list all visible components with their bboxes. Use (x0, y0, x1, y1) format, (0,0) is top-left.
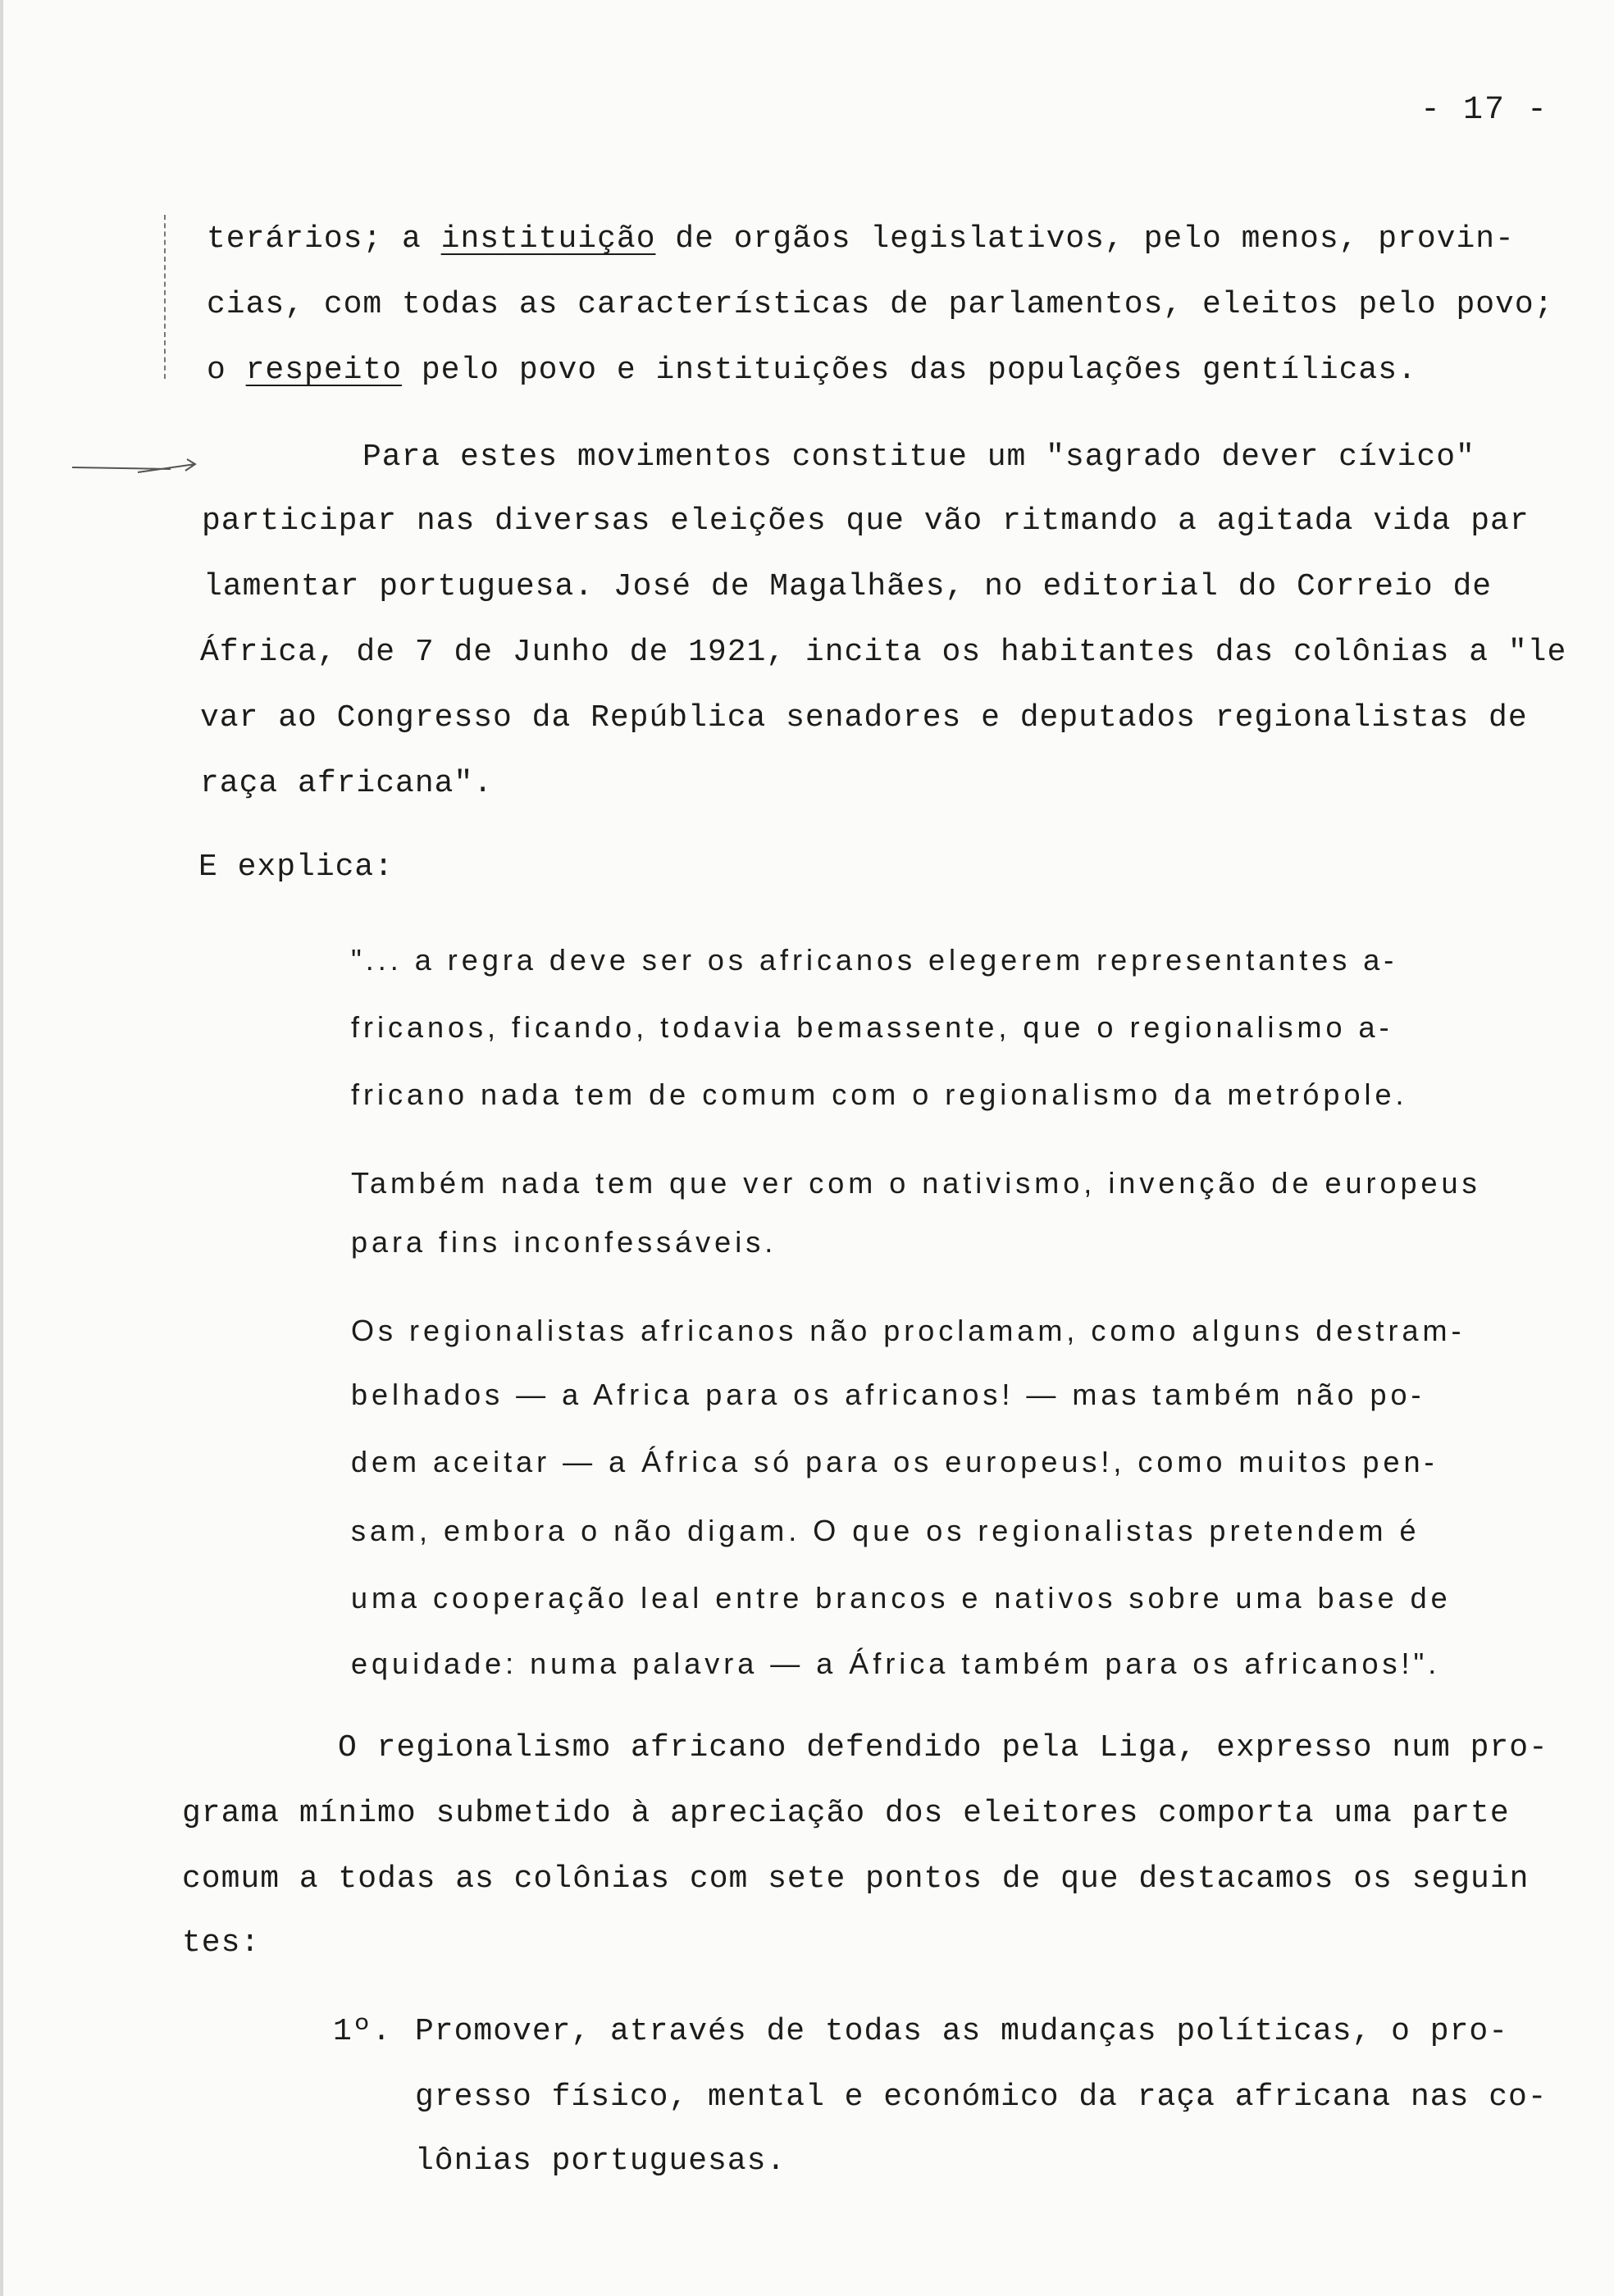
explica-line: E explica: (198, 850, 394, 885)
quote-line-6: Os regionalistas africanos não proclamam, como alguns destram- (351, 1314, 1466, 1347)
margin-arrow-icon (72, 458, 220, 499)
p3-line-4: tes: (182, 1925, 261, 1961)
p2-line-6: raça africana". (200, 766, 494, 801)
page-number: - 17 - (1420, 92, 1548, 129)
p1-line-1: terários; a instituição de orgãos legislativos, pelo menos, provin- (207, 221, 1515, 257)
p2-line-2: participar nas diversas eleições que vão ritmando a agitada vida par (202, 503, 1530, 539)
quote-line-10: uma cooperação leal entre brancos e nativos sobre uma base de (351, 1581, 1452, 1615)
quote-line-8: dem aceitar — a África só para os europeus!, como muitos pen- (351, 1445, 1438, 1478)
quote-line-7: belhados — a Africa para os africanos! — mas também não po- (351, 1378, 1425, 1411)
item-1-line-1: Promover, através de todas as mudanças políticas, o pro- (415, 2014, 1509, 2049)
p2-line-4: África, de 7 de Junho de 1921, incita os habitantes das colônias a "le (200, 635, 1567, 670)
p1-line-3: o respeito pelo povo e instituições das populações gentílicas. (207, 353, 1417, 388)
margin-mark-bar (164, 215, 166, 379)
quote-line-4: Também nada tem que ver com o nativismo, invenção de europeus (351, 1166, 1481, 1200)
item-1-line-2: gresso físico, mental e económico da raça africana nas co- (415, 2080, 1548, 2115)
p3-line-2: grama mínimo submetido à apreciação dos eleitores comporta uma parte (182, 1796, 1510, 1831)
p2-line-3: lamentar portuguesa. José de Magalhães, no editorial do Correio de (203, 569, 1493, 604)
p3-line-1: O regionalismo africano defendido pela Liga, expresso num pro- (338, 1730, 1548, 1765)
item-1-number: 1º. (333, 2014, 392, 2049)
p1-line-2: cias, com todas as características de parlamentos, eleitos pelo povo; (207, 287, 1554, 322)
p2-line-5: var ao Congresso da República senadores e deputados regionalistas de (200, 700, 1528, 736)
quote-line-3: fricano nada tem de comum com o regionalismo da metrópole. (351, 1077, 1408, 1111)
quote-line-1: "... a regra deve ser os africanos elegerem representantes a- (351, 943, 1398, 977)
page-edge (0, 0, 3, 2296)
quote-line-9: sam, embora o não digam. O que os regionalistas pretendem é (351, 1514, 1420, 1547)
quote-line-2: fricanos, ficando, todavia bemassente, que o regionalismo a- (351, 1010, 1393, 1044)
p3-line-3: comum a todas as colônias com sete pontos de que destacamos os seguin (182, 1861, 1530, 1897)
item-1-line-3: lônias portuguesas. (415, 2143, 786, 2179)
p2-line-1: Para estes movimentos constitue um "sagrado dever cívico" (362, 440, 1475, 475)
quote-line-5: para fins inconfessáveis. (351, 1225, 777, 1259)
quote-line-11: equidade: numa palavra — a África também para os africanos!". (351, 1647, 1441, 1680)
